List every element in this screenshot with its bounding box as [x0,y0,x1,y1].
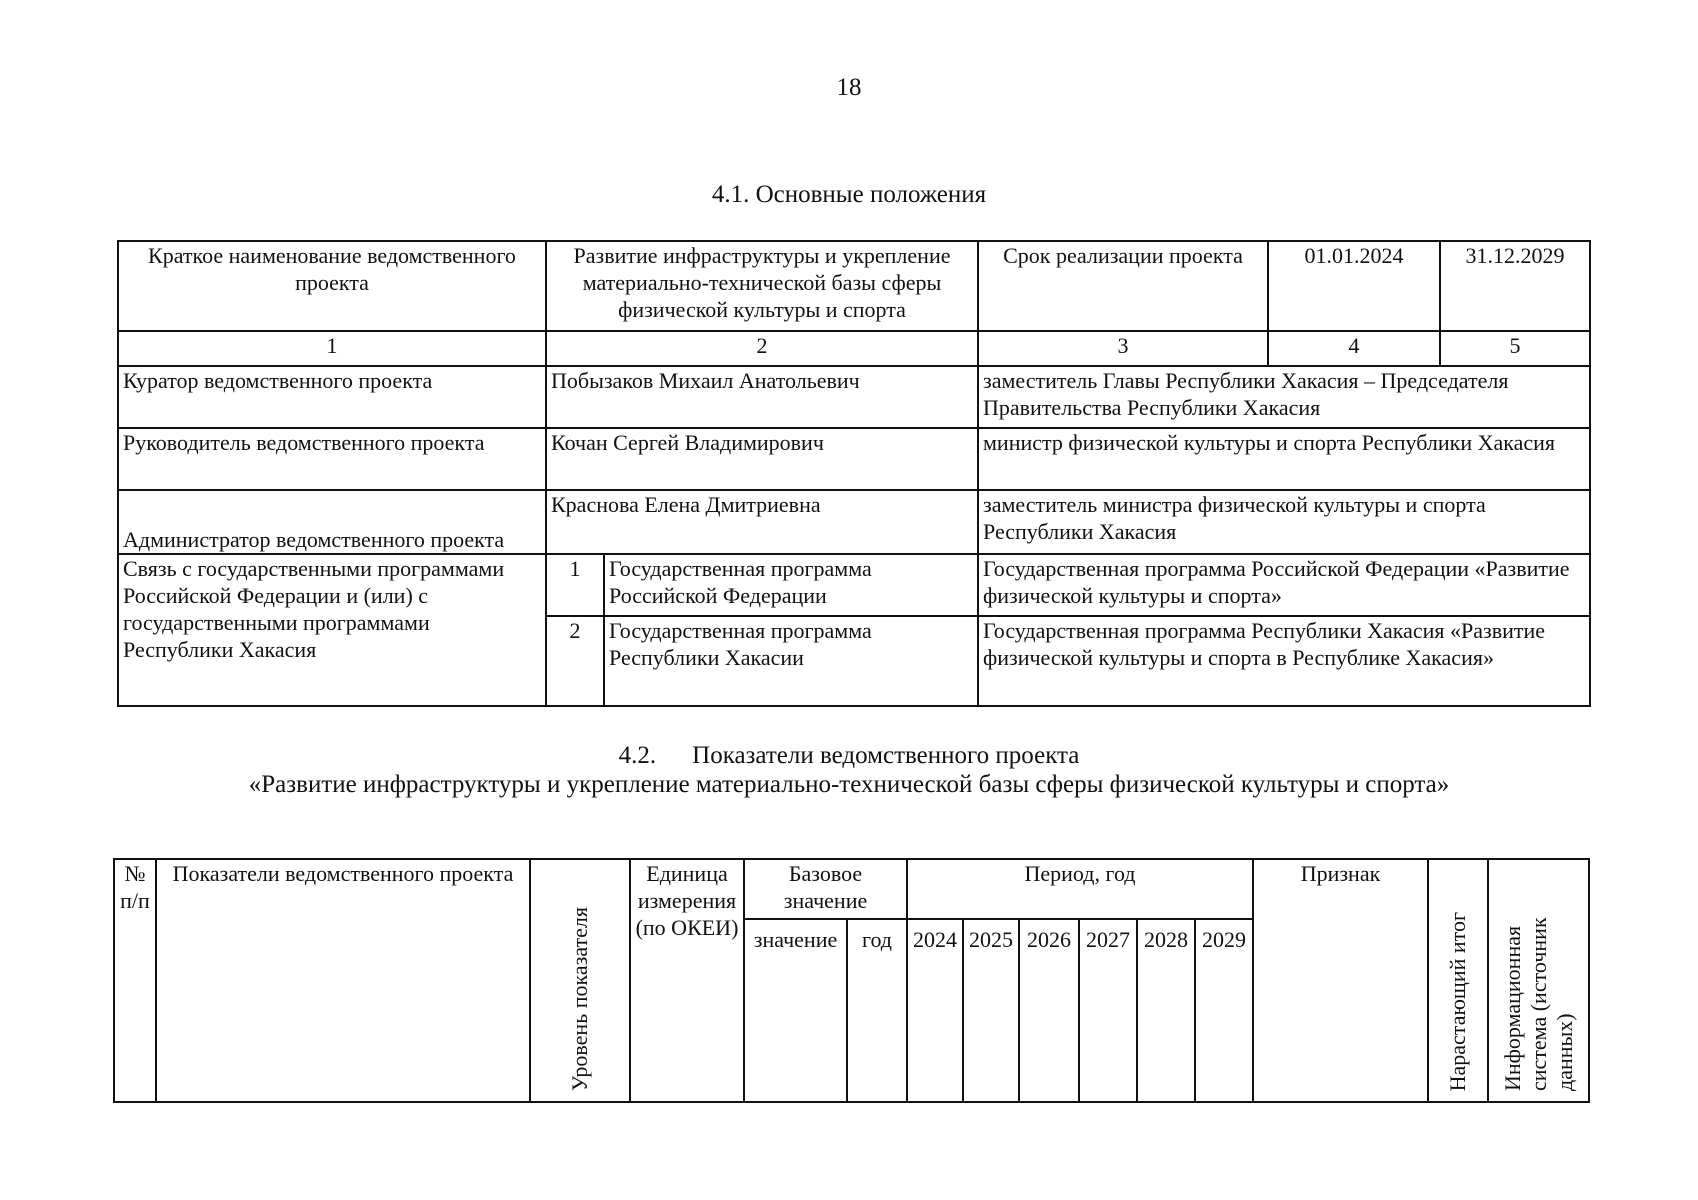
head-row [118,428,1590,490]
header-cumulative [1428,859,1488,1102]
header-level-text: Уровень показателя [567,906,592,1091]
program-links-label: Связь с государственными программами Российской Федерации и (или) с государственными программами Республики Хакасия [118,554,546,706]
header-year: 2027 [1079,919,1137,1102]
administrator-label: Администратор ведомственного проекта [118,490,546,554]
col-number: 5 [1440,331,1590,366]
curator-position: заместитель Главы Республики Хакасия – Председателя Правительства Республики Хакасия [978,366,1590,428]
indicators-subtitle: «Развитие инфраструктуры и укрепление материально-технической базы сферы физической культуры и спорта» [248,771,1450,798]
program-link-name: Государственная программа Российской Федерации «Развитие физической культуры и спорта» [978,554,1590,616]
col-number: 1 [118,331,546,366]
program-link-type: Государственная программа Республики Хакасии [604,616,978,706]
col-number: 2 [546,331,978,366]
header-year: 2026 [1019,919,1079,1102]
header-info-system [1488,859,1589,1102]
start-date: 01.01.2024 [1268,241,1440,331]
program-link-name: Государственная программа Республики Хакасия «Развитие физической культуры и спорта в Республике Хакасия» [978,616,1590,706]
header-year: 2028 [1137,919,1195,1102]
program-link-row [118,554,1590,616]
header-year: 2029 [1195,919,1253,1102]
header-base-value: значение [744,919,847,1102]
header-period: Период, год [907,859,1253,919]
indicators-title-number: 4.2. [618,742,657,769]
section-title-main-provisions: 4.1. Основные положения [711,181,987,208]
short-name-value: Развитие инфраструктуры и укрепление материально-технической базы сферы физической культуры и спорта [546,241,978,331]
indicators-title-text: Показатели ведомственного проекта [692,742,1080,769]
header-row [114,859,1589,919]
page-number: 18 [836,74,862,101]
header-base-year: год [847,919,907,1102]
administrator-position: заместитель министра физической культуры и спорта Республики Хакасия [978,490,1590,554]
header-sign: Признак [1253,859,1428,1102]
header-info-system-text: Информационная система (источник данных) [1499,917,1577,1091]
header-level [530,859,630,1102]
curator-label: Куратор ведомственного проекта [118,366,546,428]
col-number: 3 [978,331,1268,366]
program-link-number: 1 [546,554,604,616]
col-number: 4 [1268,331,1440,366]
table-row [118,241,1590,331]
section-title-indicators [0,741,1698,799]
indicators-title-line [0,741,1698,770]
term-label: Срок реализации проекта [978,241,1268,331]
curator-person: Побызаков Михаил Анатольевич [546,366,978,428]
program-link-type: Государственная программа Российской Федерации [604,554,978,616]
header-cumulative-text: Нарастающий итог [1445,911,1470,1091]
header-indicators: Показатели ведомственного проекта [156,859,530,1102]
head-position: министр физической культуры и спорта Республики Хакасия [978,428,1590,490]
header-unit: Единица измерения (по ОКЕИ) [630,859,744,1102]
short-name-label: Краткое наименование ведомственного проекта [118,241,546,331]
indicators-table [113,858,1590,1103]
header-year: 2024 [907,919,963,1102]
header-base: Базовое значение [744,859,907,919]
curator-row [118,366,1590,428]
program-link-number: 2 [546,616,604,706]
head-label: Руководитель ведомственного проекта [118,428,546,490]
end-date: 31.12.2029 [1440,241,1590,331]
administrator-person: Краснова Елена Дмитриевна [546,490,978,554]
header-year: 2025 [963,919,1019,1102]
head-person: Кочан Сергей Владимирович [546,428,978,490]
administrator-row [118,490,1590,554]
column-numbers-row [118,331,1590,366]
header-number: № п/п [114,859,156,1102]
main-provisions-table [117,240,1591,707]
